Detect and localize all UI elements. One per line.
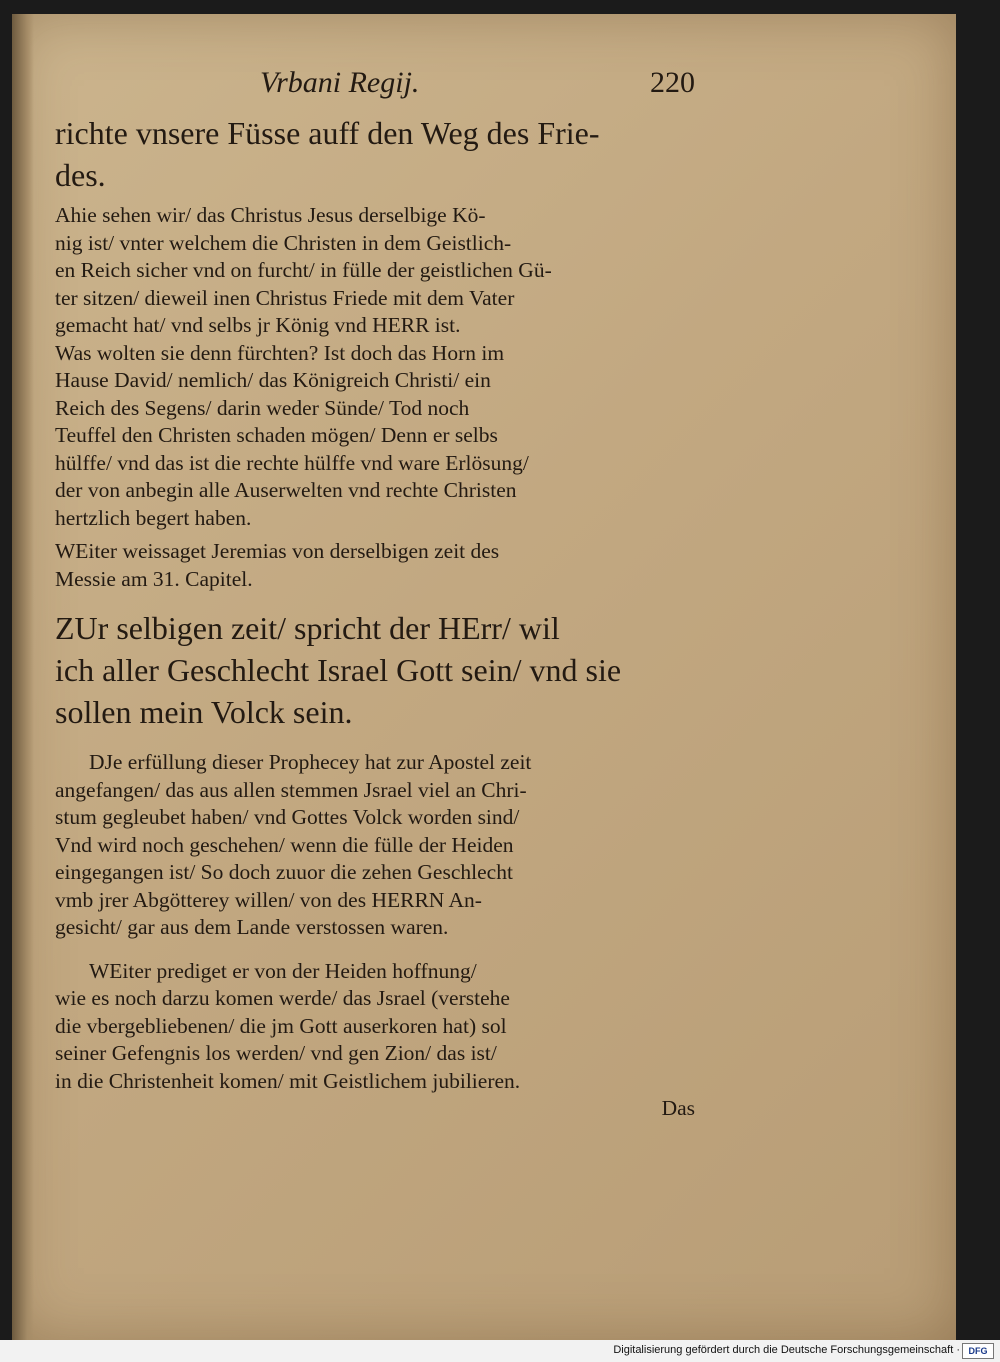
text-line: sollen mein Volck sein. bbox=[55, 694, 353, 730]
text-line: richte vnsere Füsse auff den Weg des Frie- bbox=[55, 115, 600, 151]
text-line: hülffe/ vnd das ist die rechte hülffe vnd ware Erlösung/ bbox=[55, 450, 529, 475]
page-number: 220 bbox=[650, 66, 695, 99]
text-line: Was wolten sie denn fürchten? Ist doch das Horn im bbox=[55, 340, 505, 365]
text-line: gemacht hat/ vnd selbs jr König vnd HERR ist. bbox=[55, 313, 461, 337]
quote-block-1 bbox=[55, 112, 695, 196]
text-line: wie es noch darzu komen werde/ das Jsrael (verstehe bbox=[55, 986, 510, 1010]
text-line: ter sitzen/ dieweil inen Christus Friede mit dem Vater bbox=[55, 285, 515, 310]
text-line: in die Christenheit komen/ mit Geistlichem jubilieren. bbox=[55, 1068, 521, 1093]
body-paragraph-4 bbox=[55, 958, 695, 1096]
text-line: nig ist/ vnter welchem die Christen in dem Geistlich- bbox=[55, 230, 512, 255]
text-line: en Reich sicher vnd on furcht/ in fülle der geistlichen Gü- bbox=[55, 258, 552, 282]
text-line: WEiter prediget er von der Heiden hoffnung/ bbox=[89, 958, 477, 983]
body-paragraph-3 bbox=[55, 749, 695, 942]
dfg-logo-icon: DFG bbox=[962, 1343, 994, 1359]
text-line: Teuffel den Christen schaden mögen/ Denn er selbs bbox=[55, 423, 498, 447]
text-line: Messie am 31. Capitel. bbox=[55, 566, 253, 591]
text-line: ZUr selbigen zeit/ spricht der HErr/ wil bbox=[55, 610, 560, 646]
text-line: Vnd wird noch geschehen/ wenn die fülle der Heiden bbox=[55, 832, 514, 857]
catchword: Das bbox=[661, 1096, 695, 1120]
text-line: Hause David/ nemlich/ das Königreich Christi/ ein bbox=[55, 368, 491, 392]
funding-credit: Digitalisierung gefördert durch die Deutsche Forschungsgemeinschaft · bbox=[613, 1344, 960, 1356]
text-line: seiner Gefengnis los werden/ vnd gen Zion/ das ist/ bbox=[55, 1041, 497, 1065]
text-line: der von anbegin alle Auserwelten vnd rechte Christen bbox=[55, 478, 517, 502]
text-line: hertzlich begert haben. bbox=[55, 505, 252, 530]
page-header bbox=[55, 66, 695, 106]
quote-block-2 bbox=[55, 607, 695, 733]
text-line: des. bbox=[55, 157, 106, 193]
body-paragraph-1 bbox=[55, 202, 695, 532]
text-line: angefangen/ das aus allen stemmen Jsrael viel an Chri- bbox=[55, 777, 527, 802]
text-line: vmb jrer Abgötterey willen/ von des HERRN An- bbox=[55, 887, 482, 912]
body-paragraph-2 bbox=[55, 538, 695, 593]
text-line: DJe erfüllung dieser Prophecey hat zur Apostel zeit bbox=[89, 750, 532, 774]
text-line: Ahie sehen wir/ das Christus Jesus derselbige Kö- bbox=[55, 203, 486, 227]
text-line: stum gegleubet haben/ vnd Gottes Volck worden sind/ bbox=[55, 805, 520, 829]
running-head: Vrbani Regij. bbox=[260, 66, 420, 99]
page-text bbox=[55, 66, 695, 1121]
text-line: Reich des Segens/ darin weder Sünde/ Tod noch bbox=[55, 395, 470, 420]
text-line: ich aller Geschlecht Israel Gott sein/ vnd sie bbox=[55, 652, 622, 688]
text-line: die vbergebliebenen/ die jm Gott auserkoren hat) sol bbox=[55, 1013, 507, 1038]
text-line: gesicht/ gar aus dem Lande verstossen waren. bbox=[55, 915, 449, 939]
text-line: WEiter weissaget Jeremias von derselbigen zeit des bbox=[55, 539, 500, 563]
digitization-footer bbox=[0, 1340, 1000, 1362]
text-line: eingegangen ist/ So doch zuuor die zehen Geschlecht bbox=[55, 860, 513, 884]
page-gutter bbox=[12, 14, 34, 1340]
